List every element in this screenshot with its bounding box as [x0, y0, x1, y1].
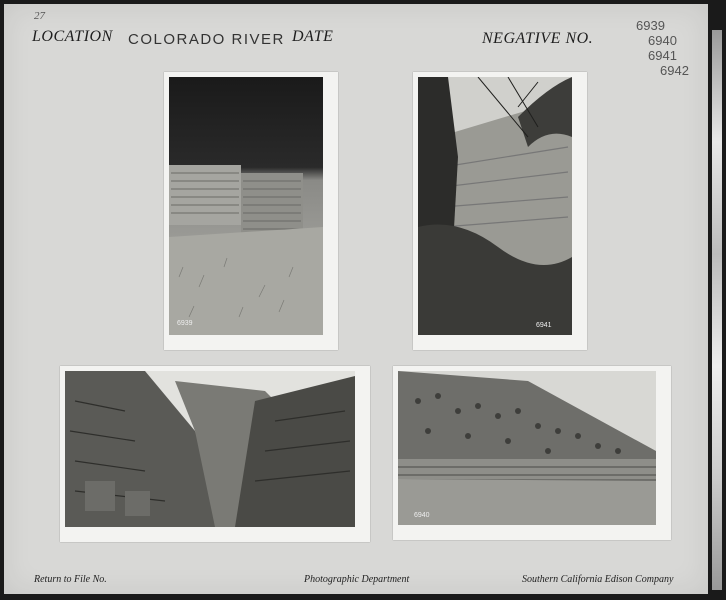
- photo-canyon-gorge: [60, 366, 370, 542]
- negative-number: 6940: [648, 33, 677, 48]
- negative-number: 6941: [648, 48, 677, 63]
- negative-numbers: [636, 18, 689, 78]
- print-number-label: 6939: [177, 320, 193, 327]
- negative-number: 6942: [660, 63, 689, 78]
- location-value: COLORADO RIVER: [128, 31, 285, 48]
- photo-cliff-slope: [393, 366, 671, 540]
- footer-return-label: Return to File No.: [34, 574, 107, 585]
- print-number-label: 6941: [536, 322, 552, 329]
- cliff-slope-image: [398, 371, 656, 525]
- negative-number: 6939: [636, 18, 665, 33]
- location-label: LOCATION: [32, 28, 113, 45]
- photo-cliff-ruins: [164, 72, 338, 350]
- canyon-trees-image: [418, 77, 572, 335]
- adjacent-card-edge: [712, 30, 722, 590]
- negative-label: NEGATIVE NO.: [482, 30, 594, 47]
- archive-card: [4, 4, 708, 594]
- print-number-label: 6940: [414, 512, 430, 519]
- photo-canyon-trees: [413, 72, 587, 350]
- footer-department: Photographic Department: [304, 574, 410, 585]
- date-label: DATE: [292, 28, 334, 45]
- corner-mark: 27: [34, 10, 45, 22]
- cliff-ruins-image: [169, 77, 323, 335]
- canyon-gorge-image: [65, 371, 355, 527]
- footer-company: Southern California Edison Company: [522, 574, 674, 585]
